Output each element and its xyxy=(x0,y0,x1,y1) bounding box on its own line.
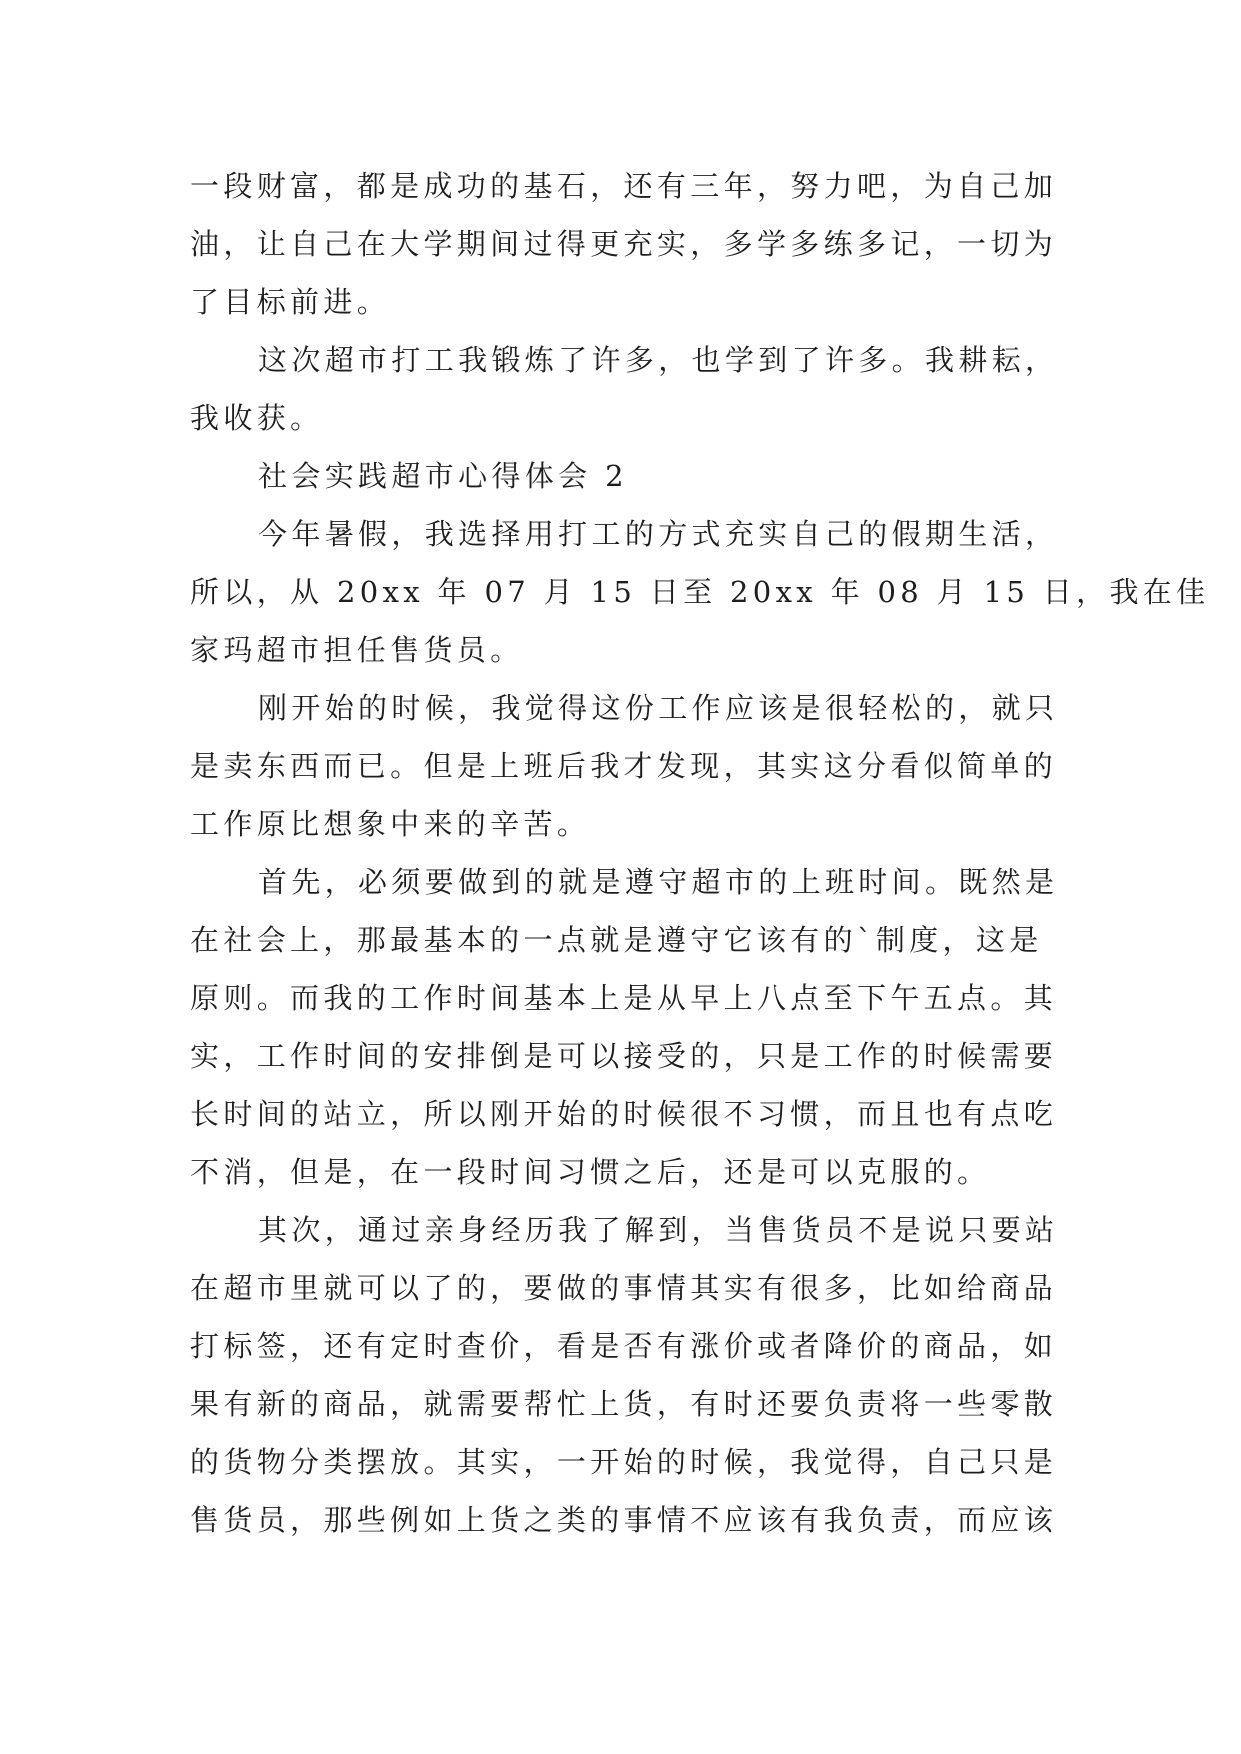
text-line: 所以，从 20xx 年 07 月 15 日至 20xx 年 08 月 15 日，我在佳 xyxy=(190,575,1210,609)
text-line: 其次，通过亲身经历我了解到，当售货员不是说只要站 xyxy=(258,1213,1059,1247)
text-line: 是卖东西而已。但是上班后我才发现，其实这分看似简单的 xyxy=(190,749,1058,783)
text-line: 油，让自己在大学期间过得更充实，多学多练多记，一切为 xyxy=(190,227,1058,261)
text-line: 在社会上，那最基本的一点就是遵守它该有的`制度，这是 xyxy=(190,923,1043,957)
text-line: 首先，必须要做到的就是遵守超市的上班时间。既然是 xyxy=(258,865,1059,899)
text-line: 今年暑假，我选择用打工的方式充实自己的假期生活， xyxy=(258,517,1059,551)
text-line: 不消，但是，在一段时间习惯之后，还是可以克服的。 xyxy=(190,1155,991,1189)
text-line: 在超市里就可以了的，要做的事情其实有很多，比如给商品 xyxy=(190,1271,1058,1305)
text-line: 打标签，还有定时查价，看是否有涨价或者降价的商品，如 xyxy=(190,1329,1058,1363)
text-line: 工作原比想象中来的辛苦。 xyxy=(190,807,591,841)
text-line: 家玛超市担任售货员。 xyxy=(190,633,524,667)
text-line: 我收获。 xyxy=(190,401,324,435)
section-heading: 社会实践超市心得体会 2 xyxy=(258,459,628,493)
text-line: 长时间的站立，所以刚开始的时候很不习惯，而且也有点吃 xyxy=(190,1097,1058,1131)
text-line: 售货员，那些例如上货之类的事情不应该有我负责，而应该 xyxy=(190,1503,1058,1537)
text-line: 实，工作时间的安排倒是可以接受的，只是工作的时候需要 xyxy=(190,1039,1058,1073)
text-line: 的货物分类摆放。其实，一开始的时候，我觉得，自己只是 xyxy=(190,1445,1058,1479)
text-line: 原则。而我的工作时间基本上是从早上八点至下午五点。其 xyxy=(190,981,1058,1015)
text-line: 这次超市打工我锻炼了许多，也学到了许多。我耕耘， xyxy=(258,343,1059,377)
document-body xyxy=(190,157,1210,1549)
text-line: 刚开始的时候，我觉得这份工作应该是很轻松的，就只 xyxy=(258,691,1059,725)
text-line: 了目标前进。 xyxy=(190,285,391,319)
text-line: 果有新的商品，就需要帮忙上货，有时还要负责将一些零散 xyxy=(190,1387,1058,1421)
text-line: 一段财富，都是成功的基石，还有三年，努力吧，为自己加 xyxy=(190,169,1058,203)
